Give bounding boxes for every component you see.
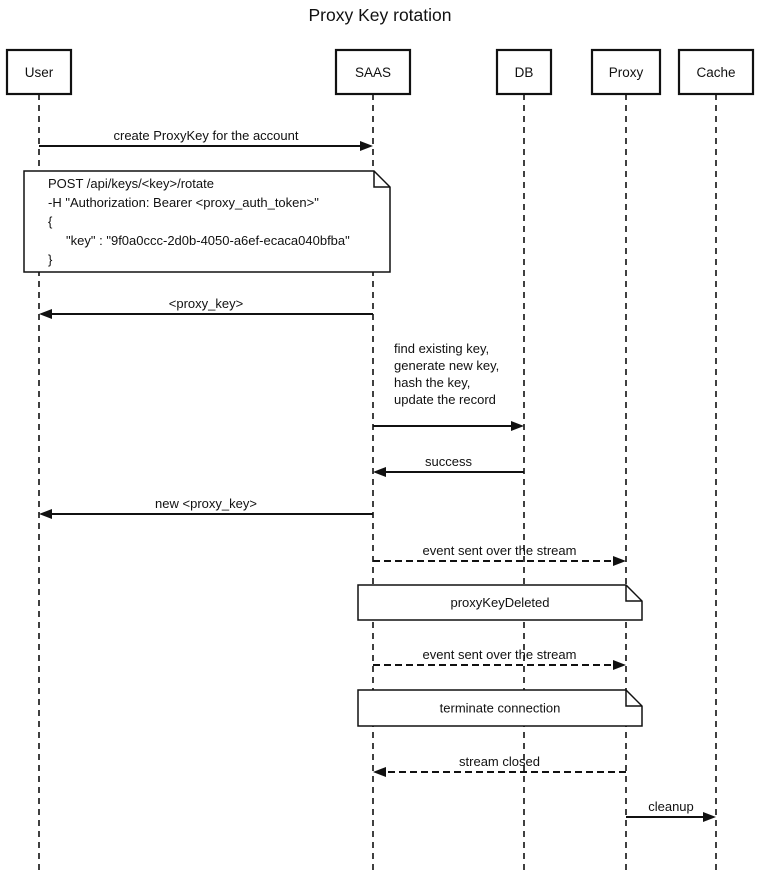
stream-closed-message-label: stream closed — [459, 754, 540, 769]
cleanup-message-arrowhead-icon — [703, 812, 716, 822]
actor-label-saas: SAAS — [354, 65, 392, 80]
success-message-arrowhead-icon — [373, 467, 386, 477]
request-note-text: "key" : "9f0a0ccc-2d0b-4050-a6ef-ecaca040bfba" — [48, 233, 350, 248]
event-stream-message-2-label: event sent over the stream — [422, 647, 577, 662]
db-operation-text: generate new key, — [394, 358, 500, 373]
actor-label-user: User — [24, 65, 54, 80]
proxy-key-message-label: <proxy_key> — [168, 296, 244, 311]
actor-label-cache: Cache — [696, 65, 736, 80]
create-proxykey-message-arrowhead-icon — [360, 141, 373, 151]
event-stream-message-1-arrowhead-icon — [613, 556, 626, 566]
request-note-text: } — [48, 252, 53, 267]
cleanup-message-label: cleanup — [648, 799, 694, 814]
db-operation-text: update the record — [394, 392, 496, 407]
request-note-text: POST /api/keys/<key>/rotate — [48, 176, 214, 191]
request-note-text: -H "Authorization: Bearer <proxy_auth_token>" — [48, 195, 319, 210]
new-proxy-key-message-arrowhead-icon — [39, 509, 52, 519]
new-proxy-key-message-label: new <proxy_key> — [155, 496, 257, 511]
stream-closed-message-arrowhead-icon — [373, 767, 386, 777]
create-proxykey-message-label: create ProxyKey for the account — [113, 128, 299, 143]
terminate-connection-note-text: terminate connection — [439, 700, 561, 716]
event-stream-message-1-label: event sent over the stream — [422, 543, 577, 558]
actor-label-proxy: Proxy — [608, 65, 644, 80]
request-note-text: { — [48, 214, 53, 229]
event-stream-message-2-arrowhead-icon — [613, 660, 626, 670]
proxy-key-deleted-note-text: proxyKeyDeleted — [450, 595, 550, 610]
diagram-title: Proxy Key rotation — [308, 5, 452, 25]
actor-label-db: DB — [514, 65, 534, 80]
proxy-key-message-arrowhead-icon — [39, 309, 52, 319]
db-operation-text: hash the key, — [394, 375, 471, 390]
update-record-message-arrowhead-icon — [511, 421, 524, 431]
db-operation-text: find existing key, — [394, 341, 490, 356]
success-message-label: success — [425, 454, 472, 469]
